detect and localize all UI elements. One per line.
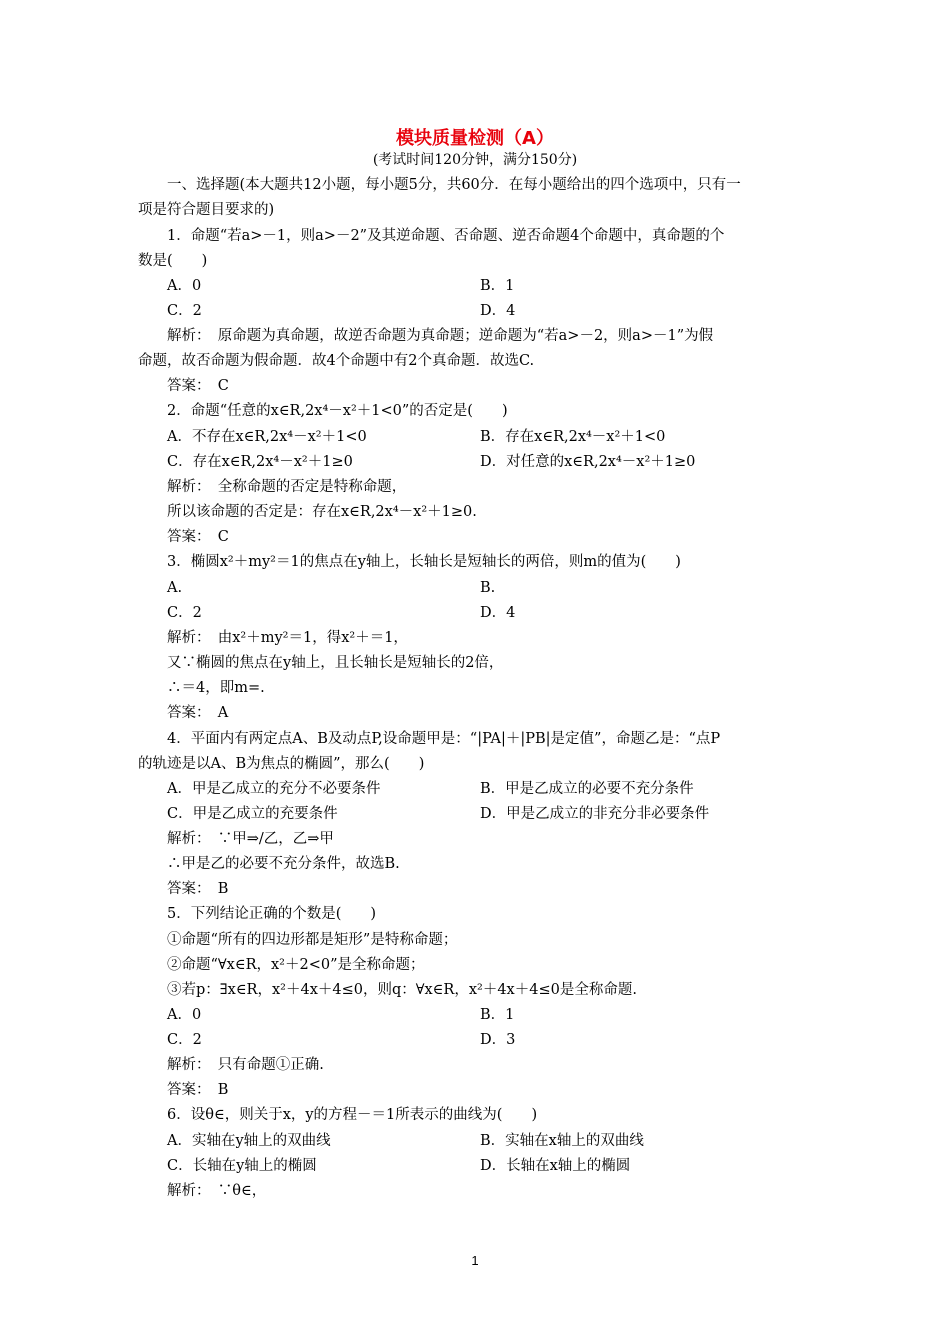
q4-option-d: D．甲是乙成立的非充分非必要条件 bbox=[480, 806, 710, 822]
q5-option-d: D．3 bbox=[480, 1032, 516, 1048]
q6-stem: 6．设θ∈，则关于x，y的方程－＝1所表示的曲线为( ) bbox=[167, 1107, 538, 1123]
q5-option-c: C．2 bbox=[167, 1032, 202, 1048]
exam-info: (考试时间120分钟，满分150分) bbox=[372, 152, 578, 168]
q5-analysis: 解析： 只有命题①正确. bbox=[167, 1057, 324, 1073]
q5-answer: 答案： B bbox=[167, 1082, 229, 1098]
q6-analysis: 解析： ∵θ∈， bbox=[167, 1183, 267, 1199]
q3-option-a: A. bbox=[167, 580, 183, 596]
q1-option-c: C．2 bbox=[167, 303, 202, 319]
q1-option-a: A．0 bbox=[167, 278, 202, 294]
page-number: 1 bbox=[471, 1253, 479, 1268]
q5-item-3: ③若p：∃x∈R，x²＋4x＋4≤0，则q：∀x∈R，x²＋4x＋4≤0是全称命题. bbox=[167, 982, 637, 998]
q1-stem-line-2: 数是( ) bbox=[138, 253, 208, 269]
q4-option-b: B．甲是乙成立的必要不充分条件 bbox=[480, 781, 694, 797]
q4-option-c: C．甲是乙成立的充要条件 bbox=[167, 806, 338, 822]
q5-item-2: ②命题“∀x∈R，x²＋2<0”是全称命题； bbox=[167, 957, 425, 973]
q1-analysis-line-1: 解析： 原命题为真命题，故逆否命题为真命题；逆命题为“若a>－2，则a>－1”为假 bbox=[167, 328, 714, 344]
q4-option-a: A．甲是乙成立的充分不必要条件 bbox=[167, 781, 381, 797]
q2-option-a: A．不存在x∈R,2x⁴－x²＋1<0 bbox=[167, 429, 367, 445]
q3-answer: 答案： A bbox=[167, 705, 229, 721]
q6-option-a: A．实轴在y轴上的双曲线 bbox=[167, 1133, 331, 1149]
q2-option-c: C．存在x∈R,2x⁴－x²＋1≥0 bbox=[167, 454, 353, 470]
page-title: 模块质量检测（A） bbox=[396, 128, 554, 149]
q2-option-b: B．存在x∈R,2x⁴－x²＋1<0 bbox=[480, 429, 666, 445]
q2-stem: 2．命题“任意的x∈R,2x⁴－x²＋1<0”的否定是( ) bbox=[167, 403, 508, 419]
q6-option-c: C．长轴在y轴上的椭圆 bbox=[167, 1158, 317, 1174]
q3-stem: 3．椭圆x²＋my²＝1的焦点在y轴上，长轴长是短轴长的两倍，则m的值为( ) bbox=[167, 554, 681, 570]
q3-option-c: C．2 bbox=[167, 605, 202, 621]
q4-stem-line-1: 4．平面内有两定点A、B及动点P,设命题甲是：“|PA|＋|PB|是定值”，命题乙是：“点P bbox=[167, 731, 721, 747]
q3-analysis-line-3: ∴＝4，即m=. bbox=[167, 680, 265, 696]
q1-stem-line-1: 1．命题“若a>－1，则a>－2”及其逆命题、否命题、逆否命题4个命题中，真命题的个 bbox=[167, 228, 725, 244]
q1-answer: 答案： C bbox=[167, 378, 229, 394]
q4-analysis-line-2: ∴甲是乙的必要不充分条件，故选B. bbox=[167, 856, 400, 872]
q2-analysis-line-1: 解析： 全称命题的否定是特称命题， bbox=[167, 479, 407, 495]
q5-item-1: ①命题“所有的四边形都是矩形”是特称命题； bbox=[167, 932, 458, 948]
q2-answer: 答案： C bbox=[167, 529, 229, 545]
q3-option-b: B. bbox=[480, 580, 496, 596]
q3-option-d: D．4 bbox=[480, 605, 516, 621]
q1-analysis-line-2: 命题，故否命题为假命题．故4个命题中有2个真命题．故选C. bbox=[138, 353, 535, 369]
q5-stem: 5．下列结论正确的个数是( ) bbox=[167, 906, 377, 922]
q6-option-b: B．实轴在x轴上的双曲线 bbox=[480, 1133, 644, 1149]
q3-analysis-line-2: 又∵椭圆的焦点在y轴上，且长轴长是短轴长的2倍， bbox=[167, 655, 504, 671]
q6-option-d: D．长轴在x轴上的椭圆 bbox=[480, 1158, 631, 1174]
section-intro-line-1: 一、选择题(本大题共12小题，每小题5分，共60分．在每小题给出的四个选项中，只有一 bbox=[167, 177, 741, 193]
q4-stem-line-2: 的轨迹是以A、B为焦点的椭圆”，那么( ) bbox=[138, 756, 425, 772]
q3-analysis-line-1: 解析： 由x²＋my²＝1，得x²＋＝1， bbox=[167, 630, 408, 646]
q5-option-b: B．1 bbox=[480, 1007, 515, 1023]
q4-analysis-line-1: 解析： ∵甲⇒/乙，乙⇒甲 bbox=[167, 831, 334, 847]
q1-option-b: B．1 bbox=[480, 278, 515, 294]
section-intro-line-2: 项是符合题目要求的) bbox=[138, 202, 275, 218]
q1-option-d: D．4 bbox=[480, 303, 516, 319]
q4-answer: 答案： B bbox=[167, 881, 229, 897]
q2-analysis-line-2: 所以该命题的否定是：存在x∈R,2x⁴－x²＋1≥0. bbox=[167, 504, 477, 520]
q5-option-a: A．0 bbox=[167, 1007, 202, 1023]
q2-option-d: D．对任意的x∈R,2x⁴－x²＋1≥0 bbox=[480, 454, 696, 470]
